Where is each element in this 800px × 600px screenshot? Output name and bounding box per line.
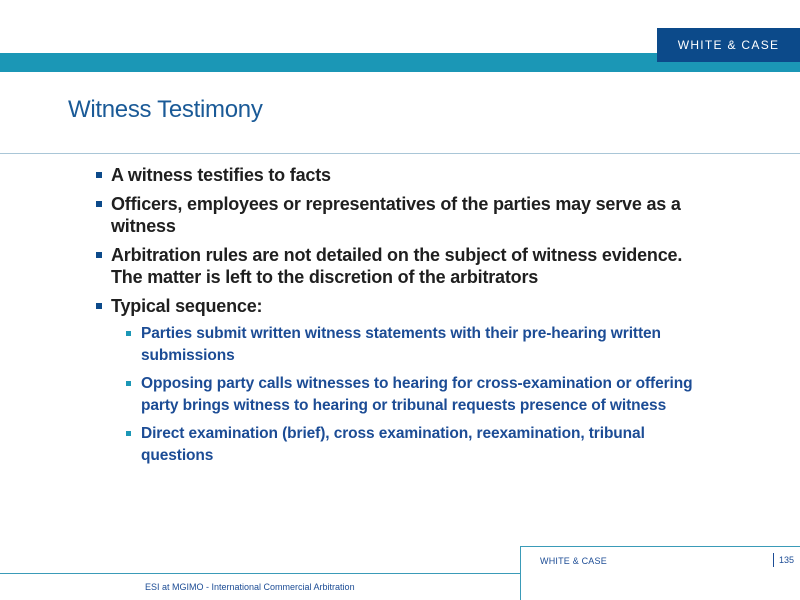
bullet-item — [96, 244, 711, 288]
sub-bullet-text: Parties submit written witness statements with their pre-hearing written submissions — [141, 325, 661, 364]
square-bullet-icon — [126, 431, 131, 436]
bullet-item — [96, 164, 711, 186]
sub-bullet-text: Direct examination (brief), cross examination, reexamination, tribunal questions — [141, 425, 645, 464]
bullet-text: Officers, employees or representatives of the parties may serve as a witness — [111, 194, 681, 236]
footer-right-frame — [520, 546, 800, 600]
square-bullet-icon — [96, 201, 102, 207]
slide-title: Witness Testimony — [68, 96, 263, 123]
square-bullet-icon — [96, 252, 102, 258]
bullet-item — [96, 295, 711, 317]
square-bullet-icon — [126, 381, 131, 386]
bullet-text: Arbitration rules are not detailed on the subject of witness evidence. The matter is left to the discretion of the arbitrators — [111, 245, 683, 287]
footer-course-label: ESI at MGIMO - International Commercial Arbitration — [145, 582, 355, 592]
sub-bullet-item — [126, 423, 711, 467]
footer-brand: WHITE & CASE — [540, 556, 607, 566]
square-bullet-icon — [126, 331, 131, 336]
sub-bullet-text: Opposing party calls witnesses to hearing for cross-examination or offering party brings witness to hearing or tribunal requests presence of witness — [141, 375, 693, 414]
page-number: 135 — [779, 555, 795, 565]
bullet-item — [96, 193, 711, 237]
sub-bullet-item — [126, 323, 711, 367]
bullet-text: Typical sequence: — [111, 296, 263, 316]
square-bullet-icon — [96, 303, 102, 309]
title-divider — [0, 153, 800, 154]
page-number-divider — [773, 553, 774, 567]
sub-bullet-item — [126, 373, 711, 417]
white-case-logo: WHITE & CASE — [657, 28, 800, 62]
bullet-list — [96, 164, 711, 467]
bullet-text: A witness testifies to facts — [111, 165, 331, 185]
square-bullet-icon — [96, 172, 102, 178]
